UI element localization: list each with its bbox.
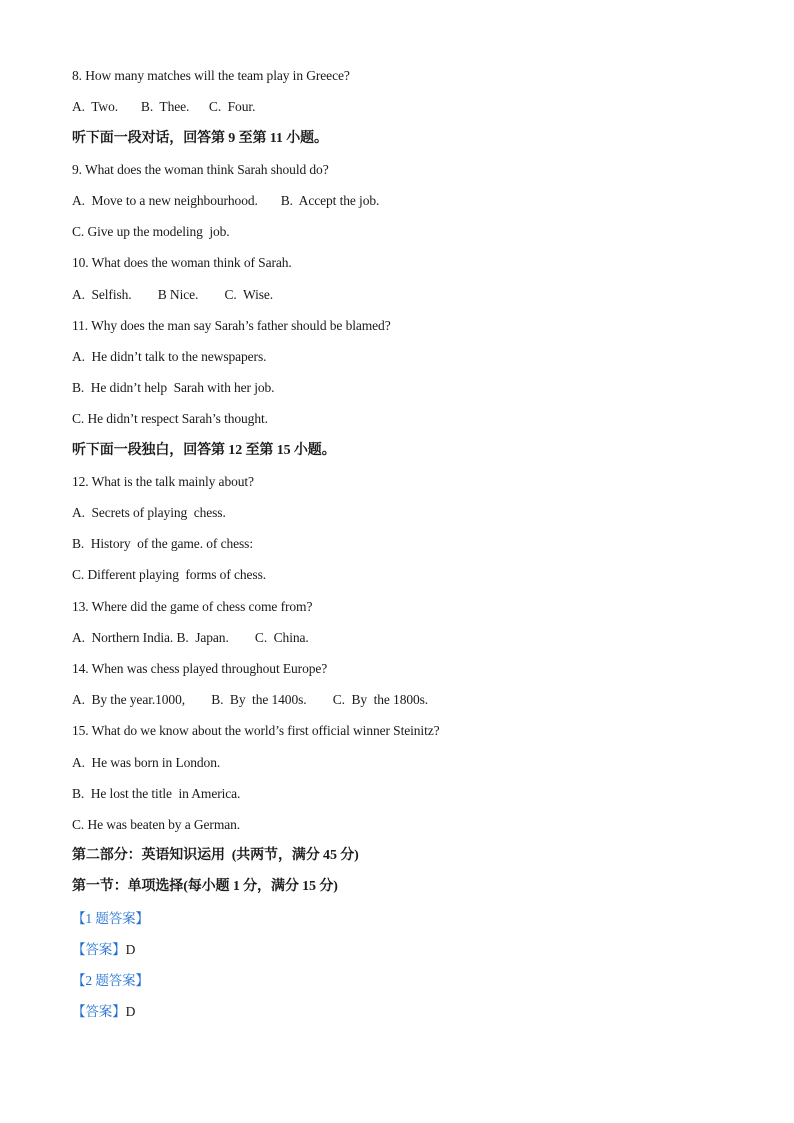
answer-label-2: 【2 题答案】 — [72, 973, 149, 988]
question-10-options: A. Selfish. B Nice. C. Wise. — [72, 287, 274, 302]
section-heading-dialogue: 听下面一段对话，回答第 9 至第 11 小题。 — [72, 131, 328, 146]
question-9: 9. What does the woman think Sarah should do? — [72, 162, 329, 177]
question-15-option-a: A. He was born in London. — [72, 755, 221, 770]
question-12-option-c: C. Different playing forms of chess. — [72, 567, 267, 582]
question-12: 12. What is the talk mainly about? — [72, 474, 254, 489]
question-11-option-a: A. He didn’t talk to the newspapers. — [72, 349, 267, 364]
question-13: 13. Where did the game of chess come from? — [72, 599, 313, 614]
part-two-heading: 第二部分：英语知识运用 (共两节，满分 45 分) — [72, 848, 359, 863]
question-14-options: A. By the year.1000, B. By the 1400s. C. By the 1800s. — [72, 692, 429, 707]
section-one-heading: 第一节：单项选择(每小题 1 分，满分 15 分) — [72, 879, 338, 894]
question-15-option-c: C. He was beaten by a German. — [72, 817, 241, 832]
question-11: 11. Why does the man say Sarah’s father should be blamed? — [72, 318, 391, 333]
question-8: 8. How many matches will the team play in Greece? — [72, 68, 350, 83]
answer-2-text: 【答案】D — [72, 1004, 136, 1019]
answer-1-text: 【答案】D — [72, 942, 136, 957]
question-10: 10. What does the woman think of Sarah. — [72, 255, 292, 270]
question-12-option-a: A. Secrets of playing chess. — [72, 505, 226, 520]
question-13-options: A. Northern India. B. Japan. C. China. — [72, 630, 309, 645]
section-heading-monologue: 听下面一段独白，回答第 12 至第 15 小题。 — [72, 443, 336, 458]
question-12-option-b: B. History of the game. of chess: — [72, 536, 253, 551]
question-15: 15. What do we know about the world’s first official winner Steinitz? — [72, 723, 440, 738]
question-15-option-b: B. He lost the title in America. — [72, 786, 241, 801]
question-9-options-ab: A. Move to a new neighbourhood. B. Accept the job. — [72, 193, 380, 208]
question-11-option-b: B. He didn’t help Sarah with her job. — [72, 380, 275, 395]
answer-1 — [72, 941, 135, 959]
question-11-option-c: C. He didn’t respect Sarah’s thought. — [72, 411, 268, 426]
answer-2 — [72, 1003, 135, 1021]
question-8-options: A. Two. B. Thee. C. Four. — [72, 99, 256, 114]
question-9-option-c: C. Give up the modeling job. — [72, 224, 230, 239]
question-14: 14. When was chess played throughout Europe? — [72, 661, 328, 676]
answer-label-1: 【1 题答案】 — [72, 911, 149, 926]
